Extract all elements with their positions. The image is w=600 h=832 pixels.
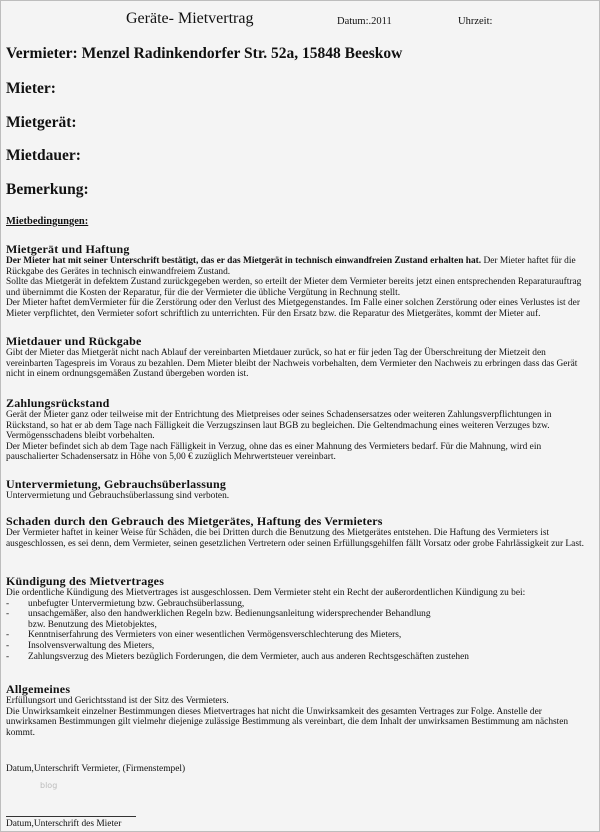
section-text: Der Mieter befindet sich ab dem Tage nach Fälligkeit in Verzug, ohne das es einer Mahnung des Vermieters bedarf. Für die Mahnung, wird ein pauschalierter Schadensersatz in Höhe von 5,00 € zuzüglich Mehrwertsteuer vereinbart. — [6, 441, 542, 463]
bullet-dash: - — [6, 598, 10, 609]
section-kuendigung — [6, 574, 594, 662]
tenant-field: Mieter: — [6, 80, 56, 97]
date-label: Datum:.2011 — [337, 16, 392, 27]
bullet-dash: - — [6, 609, 10, 620]
section-title: Allgemeines — [6, 682, 71, 696]
rental-device-field: Mietgerät: — [6, 114, 77, 131]
list-item — [6, 652, 594, 663]
section-title: Mietdauer und Rückgabe — [6, 334, 142, 348]
tenant-signature-label: Datum,Unterschrift des Mieter — [6, 819, 122, 829]
section-text: Die Unwirksamkeit einzelner Bestimmungen dieses Mietvertrages hat nicht die Unwirksamkeit des gesamten Vertrages zur Folge. Anstelle der unwirksamen Bestimmungen gilt vielmehr diejenige zulässige Bestimmung als vereinbart, die dem Inhalt der unwirksamen Bestimmung am nächsten kommt. — [6, 706, 569, 738]
section-text: Untervermietung und Gebrauchsüberlassung sind verboten. — [6, 491, 230, 501]
watermark: blog — [40, 781, 58, 790]
section-zahlung — [6, 396, 594, 463]
text-span: Der Mieter haftet für die Rückgabe des Gerätes in technisch einwandfreiem Zustand. — [6, 256, 576, 277]
signature-line — [6, 816, 136, 817]
section-rueckgabe — [6, 334, 594, 380]
list-item-text: unsachgemäßer, also den handwerklichen Regeln bzw. Bedienungsanleitung widersprechender Behandlung — [28, 609, 431, 620]
remark-field: Bemerkung: — [6, 181, 89, 198]
section-allgemeines — [6, 682, 594, 738]
list-item-text: Insolvensverwaltung des Mieters, — [28, 640, 155, 651]
section-title: Kündigung des Mietvertrages — [6, 574, 165, 588]
section-text: Sollte das Mietgerät in defektem Zustand zurückgegeben werden, so erteilt der Mieter dem Vermieter bereits jetzt einen entsprechenden Reparaturauftrag und übernimmt die Kosten der Reparatur, für die der Vermieter die übliche Vergütung in Rechnung stellt. — [6, 277, 582, 298]
landlord-field: Vermieter: Menzel Radinkendorfer Str. 52a, 15848 Beeskow — [6, 45, 403, 62]
section-haftung — [6, 242, 594, 320]
list-item-continuation — [6, 620, 594, 631]
list-item — [6, 641, 594, 652]
section-text — [6, 256, 594, 277]
list-item-text: unbefugter Untervermietung bzw. Gebrauchsüberlassung, — [28, 598, 245, 609]
section-title: Zahlungsrückstand — [6, 396, 110, 410]
landlord-signature-label: Datum,Unterschrift Vermieter, (Firmenstempel) — [6, 764, 186, 774]
time-label: Uhrzeit: — [458, 16, 493, 27]
list-item-text: Zahlungsverzug des Mieters bezüglich Forderungen, die dem Vermieter, auch aus anderen Rechtsgeschäften zustehen — [28, 651, 469, 662]
section-text: Erfüllungsort und Gerichtsstand ist der Sitz des Vermieters. — [6, 696, 229, 706]
bullet-dash: - — [6, 640, 10, 651]
list-item-text: bzw. Benutzung des Mietobjektes, — [28, 619, 157, 630]
section-text: Gibt der Mieter das Mietgerät nicht nach Ablauf der vereinbarten Mietdauer zurück, so hat er für jeden Tag der Überschreitung der Mietzeit den vereinbarten Tagespreis im Voraus zu bezahlen. Dem Mieter bleibt der Nachweis vorbehalten, dem Vermieter den Nachweis zu erbringen dass das Gerät nicht in einem ordnungsgemäßen Zustand übergeben worden ist. — [6, 348, 578, 380]
section-title: Mietgerät und Haftung — [6, 242, 130, 256]
section-title: Untervermietung, Gebrauchsüberlassung — [6, 477, 227, 491]
section-text: Gerät der Mieter ganz oder teilweise mit der Entrichtung des Mietpreises oder seines Schadensersatzes oder weiteren Zahlungsverpflichtungen in Rückstand, so hat er ab dem Tage nach Fälligkeit die Verzugszinsen laut BGB zu begleichen. Die Geltendmachung eines weiteren Verzuges bzw. Vermögensschadens bleibt vorbehalten. — [6, 410, 552, 442]
section-title: Schaden durch den Gebrauch des Mietgerätes, Haftung des Vermieters — [6, 514, 383, 528]
section-text: Der Vermieter haftet in keiner Weise für Schäden, die bei Dritten durch die Benutzung des Mietgerätes entstehen. Die Haftung des Vermieters ist ausgeschlossen, es sei denn, dem Vermieter, seinen gesetzlichen Vertretern oder seinen Erfüllungsgehilfen fällt Vorsatz oder grobe Fahrlässigkeit zur Last. — [6, 528, 584, 549]
conditions-heading: Mietbedingungen: — [6, 216, 89, 227]
section-untervermietung — [6, 477, 594, 502]
list-item-text: Kenntniserfahrung des Vermieters von einer wesentlichen Vermögensverschlechterung des Mieters, — [28, 630, 402, 641]
bold-statement: Der Mieter hat mit seiner Unterschrift bestätigt, das er das Mietgerät in technisch einwandfreien Zustand erhalten hat. — [6, 256, 482, 266]
section-text: Die ordentliche Kündigung des Mietvertrages ist ausgeschlossen. Dem Vermieter steht ein Recht der außerordentlichen Kündigung zu bei: — [6, 588, 526, 598]
list-item — [6, 630, 594, 641]
list-item — [6, 609, 594, 620]
section-schaden — [6, 514, 594, 549]
section-text: Der Mieter haftet demVermieter für die Zerstörung oder den Verlust des Mietgegenstandes. Im Falle einer solchen Zerstörung oder eines Verlustes ist der Mieter verpflichtet, den Vermieter sofort schriftlich zu unterrichten. Für den Ersatz bzw. die Reparatur des Mietgerätes, kommt der Mieter auf. — [6, 298, 580, 319]
bullet-dash: - — [6, 651, 10, 662]
bullet-dash: - — [6, 630, 10, 641]
rental-duration-field: Mietdauer: — [6, 147, 81, 164]
document-title: Geräte- Mietvertrag — [126, 10, 254, 27]
list-item — [6, 599, 594, 610]
